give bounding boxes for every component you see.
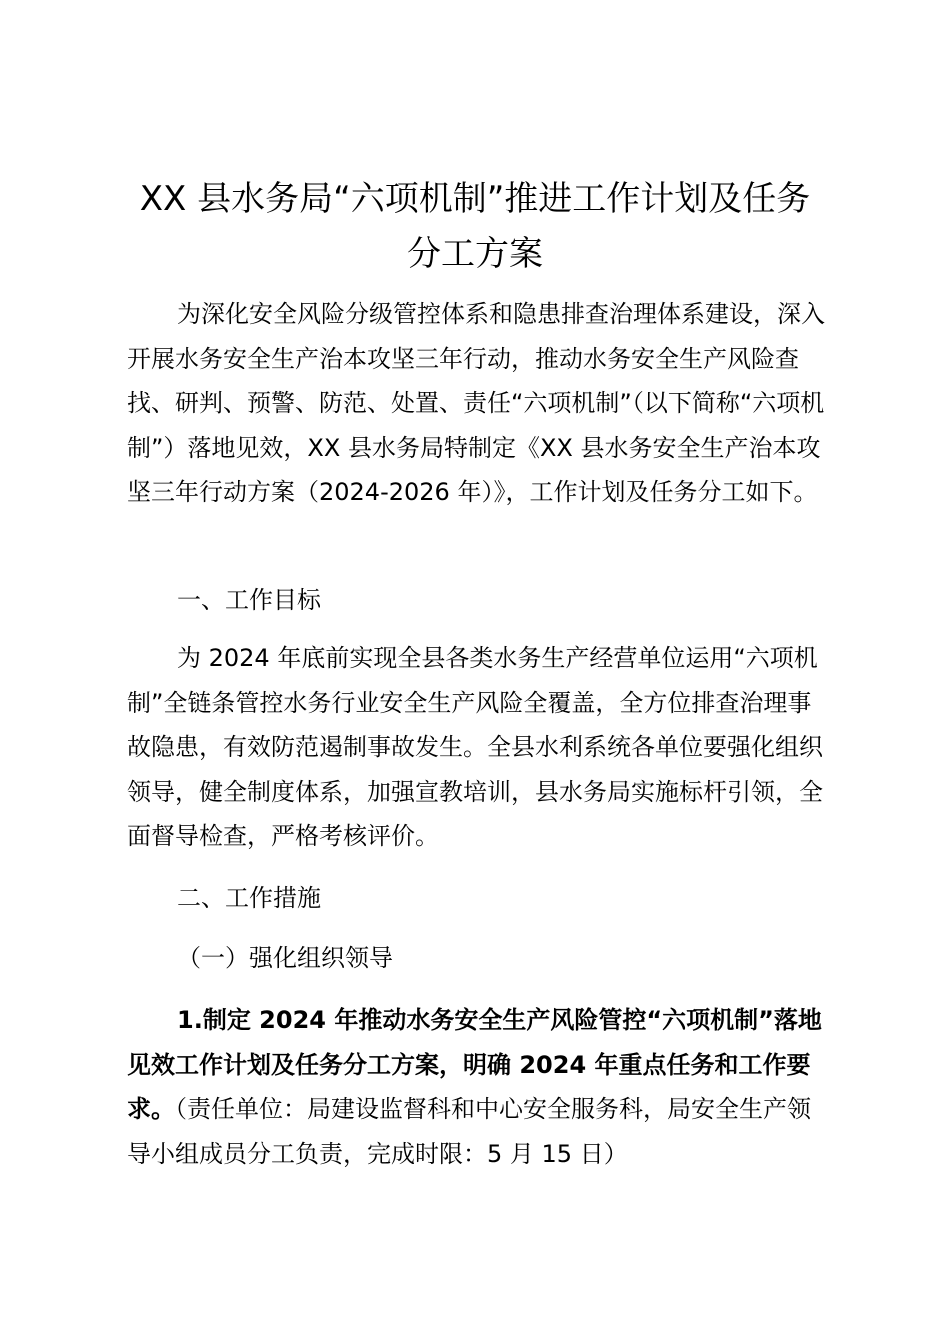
- task-1-paragraph: [127, 998, 833, 1176]
- intro-paragraph: 为深化安全风险分级管控体系和隐患排查治理体系建设，深入开展水务安全生产治本攻坚三年行动，推动水务安全生产风险查找、研判、预警、防范、处置、责任“六项机制”（以下简称“六项机制”）落地见效，XX 县水务局特制定《XX 县水务安全生产治本攻坚三年行动方案（2024-2026 年）》，工作计划及任务分工如下。: [127, 300, 825, 506]
- title-line-1: XX 县水务局“六项机制”推进工作计划及任务: [139, 179, 811, 219]
- document-title: [110, 172, 840, 282]
- subsection-heading-organization: （一）强化组织领导: [177, 944, 393, 972]
- goals-paragraph: 为 2024 年底前实现全县各类水务生产经营单位运用“六项机制”全链条管控水务行业安全生产风险全覆盖，全方位排查治理事故隐患，有效防范遏制事故发生。全县水利系统各单位要强化组织领导，健全制度体系，加强宣教培训，县水务局实施标杆引领，全面督导检查，严格考核评价。: [127, 644, 823, 850]
- task-1-responsibility-text: （责任单位：局建设监督科和中心安全服务科，局安全生产领导小组成员分工负责，完成时限：5 月 15 日）: [127, 1095, 811, 1168]
- section-heading-measures: 二、工作措施: [177, 884, 321, 912]
- title-line-2: 分工方案: [407, 234, 543, 274]
- task-1-bold-text: 1.制定 2024 年推动水务安全生产风险管控“六项机制”落地见效工作计划及任务分工方案，明确 2024 年重点任务和工作要求。: [127, 1006, 822, 1123]
- section-heading-goals: 一、工作目标: [177, 586, 321, 614]
